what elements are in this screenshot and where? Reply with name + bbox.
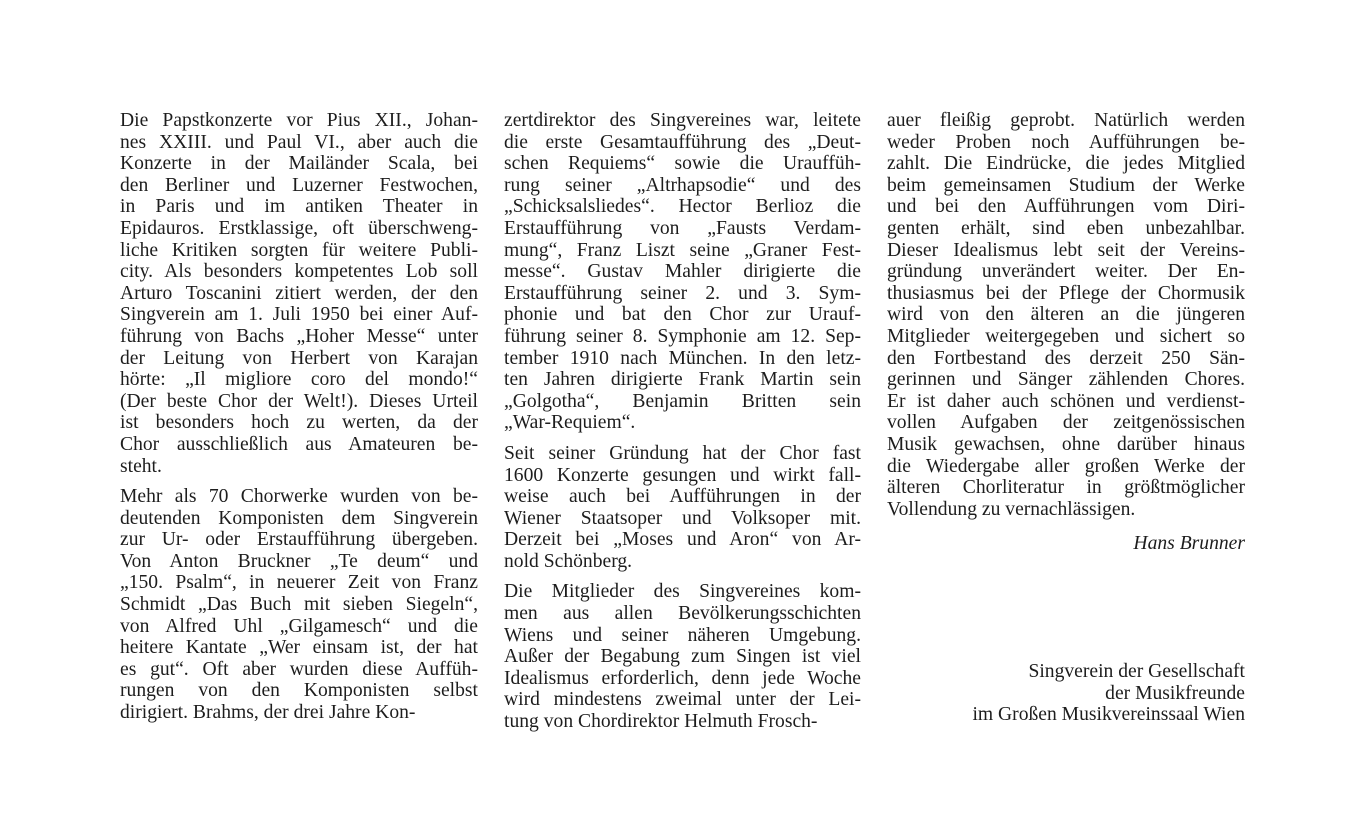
text-line: gründung unverändert weiter. Der En- <box>887 261 1245 283</box>
footer-line: Singverein der Gesellschaft <box>1028 661 1245 682</box>
text-line: Chor ausschließlich aus Amateuren be- <box>120 433 478 455</box>
text-line: (Der beste Chor der Welt!). Dieses Urteil <box>120 390 478 412</box>
footer-line: der Musikfreunde <box>1105 682 1245 704</box>
text-line: zertdirektor des Singvereines war, leitete <box>504 110 861 131</box>
text-line: genten erhält, sind eben unbezahlbar. <box>887 217 1245 239</box>
text-line: „War-Requiem“. <box>504 412 636 434</box>
text-line: Dieser Idealismus lebt seit der Vereins- <box>887 239 1245 261</box>
text-line: tember 1910 nach München. In den letz- <box>504 347 861 369</box>
text-line: Mitglieder weitergegeben und sichert so <box>887 325 1245 347</box>
text-line: Er ist daher auch schönen und verdienst- <box>887 390 1245 412</box>
paragraph <box>504 581 861 732</box>
text-column-3 <box>887 110 1245 529</box>
text-line: steht. <box>120 455 162 477</box>
paragraph <box>120 486 478 724</box>
text-line: Singverein am 1. Juli 1950 bei einer Auf- <box>120 304 478 326</box>
text-line: nold Schönberg. <box>504 550 633 572</box>
publisher-footer <box>887 661 1245 726</box>
text-line: wird von den älteren an die jüngeren <box>887 304 1245 326</box>
text-line: heitere Kantate „Wer einsam ist, der hat <box>120 637 478 659</box>
text-line: city. Als besonders kompetentes Lob soll <box>120 261 478 283</box>
text-line: hörte: „Il migliore coro del mondo!“ <box>120 369 478 391</box>
text-line: beim gemeinsamen Studium der Werke <box>887 174 1245 196</box>
text-line: liche Kritiken sorgten für weitere Publi- <box>120 239 478 261</box>
text-line: in Paris und im antiken Theater in <box>120 196 478 218</box>
text-line: rungen von den Komponisten selbst <box>120 680 478 702</box>
text-line: Von Anton Bruckner „Te deum“ und <box>120 550 478 572</box>
text-line: Mehr als 70 Chorwerke wurden von be- <box>120 486 478 508</box>
text-line: tung von Chordirektor Helmuth Frosch- <box>504 711 818 733</box>
text-line: Die Mitglieder des Singvereines kom- <box>504 581 861 603</box>
text-line: Musik gewachsen, ohne darüber hinaus <box>887 433 1245 455</box>
text-line: Derzeit bei „Moses und Aron“ von Ar- <box>504 529 861 551</box>
paragraph <box>504 110 861 434</box>
text-line: zahlt. Die Eindrücke, die jedes Mitglied <box>887 153 1245 175</box>
text-line: wird mindestens zweimal unter der Lei- <box>504 689 861 711</box>
text-line: ten Jahren dirigierte Frank Martin sein <box>504 369 861 391</box>
text-line: „Golgotha“, Benjamin Britten sein <box>504 390 861 412</box>
footer-line: im Großen Musikvereinssaal Wien <box>972 704 1245 726</box>
text-line: den Berliner und Luzerner Festwochen, <box>120 174 478 196</box>
paragraph <box>887 110 1245 520</box>
text-line: Wiener Staatsoper und Volksoper mit. <box>504 507 861 529</box>
text-line: Die Papstkonzerte vor Pius XII., Johan- <box>120 110 478 131</box>
text-line: der Leitung von Herbert von Karajan <box>120 347 478 369</box>
text-column-2 <box>504 110 861 742</box>
text-line: deutenden Komponisten dem Singverein <box>120 507 478 529</box>
text-line: men aus allen Bevölkerungsschichten <box>504 603 861 625</box>
text-line: thusiasmus bei der Pflege der Chormusik <box>887 282 1245 304</box>
text-line: ist besonders hoch zu werten, da der <box>120 412 478 434</box>
text-line: „Schicksalsliedes“. Hector Berlioz die <box>504 196 861 218</box>
text-line: auer fleißig geprobt. Natürlich werden <box>887 110 1245 131</box>
text-line: Arturo Toscanini zitiert werden, der den <box>120 282 478 304</box>
text-line: nes XXIII. und Paul VI., aber auch die <box>120 131 478 153</box>
text-line: Wiens und seiner näheren Umgebung. <box>504 624 861 646</box>
text-line: vollen Aufgaben der zeitgenössischen <box>887 412 1245 434</box>
text-line: weder Proben noch Aufführungen be- <box>887 131 1245 153</box>
author-signature: Hans Brunner <box>1133 533 1245 554</box>
text-line: älteren Chorliteratur in größtmöglicher <box>887 477 1245 499</box>
text-line: es gut“. Oft aber wurden diese Auffüh- <box>120 658 478 680</box>
text-line: Schmidt „Das Buch mit sieben Siegeln“, <box>120 594 478 616</box>
signature-block <box>887 529 1245 555</box>
text-column-1 <box>120 110 478 733</box>
text-line: führung von Bachs „Hoher Messe“ unter <box>120 325 478 347</box>
text-line: mung“, Franz Liszt seine „Graner Fest- <box>504 239 861 261</box>
text-line: die erste Gesamtaufführung des „Deut- <box>504 131 861 153</box>
text-line: Außer der Begabung zum Singen ist viel <box>504 646 861 668</box>
text-line: Seit seiner Gründung hat der Chor fast <box>504 442 861 464</box>
text-line: phonie und bat den Chor zur Urauf- <box>504 304 861 326</box>
text-line: zur Ur- oder Erstaufführung übergeben. <box>120 529 478 551</box>
text-line: gerinnen und Sänger zählenden Chores. <box>887 369 1245 391</box>
text-line: rung seiner „Altrhapsodie“ und des <box>504 174 861 196</box>
text-line: messe“. Gustav Mahler dirigierte die <box>504 261 861 283</box>
text-line: Epidauros. Erstklassige, oft überschweng- <box>120 217 478 239</box>
text-line: 1600 Konzerte gesungen und wirkt fall- <box>504 464 861 486</box>
paragraph <box>504 443 861 573</box>
text-line: Idealismus erforderlich, denn jede Woche <box>504 667 861 689</box>
text-line: von Alfred Uhl „Gilgamesch“ und die <box>120 615 478 637</box>
text-line: die Wiedergabe aller großen Werke der <box>887 455 1245 477</box>
text-line: Erstaufführung seiner 2. und 3. Sym- <box>504 282 861 304</box>
text-line: und bei den Aufführungen vom Diri- <box>887 196 1245 218</box>
text-line: schen Requiems“ sowie die Urauffüh- <box>504 153 861 175</box>
text-line: Vollendung zu vernachlässigen. <box>887 498 1136 520</box>
text-line: Konzerte in der Mailänder Scala, bei <box>120 153 478 175</box>
text-line: dirigiert. Brahms, der drei Jahre Kon- <box>120 702 416 724</box>
text-line: führung seiner 8. Symphonie am 12. Sep- <box>504 325 861 347</box>
text-line: weise auch bei Aufführungen in der <box>504 486 861 508</box>
text-line: Erstaufführung von „Fausts Verdam- <box>504 217 861 239</box>
paragraph <box>120 110 478 477</box>
text-line: den Fortbestand des derzeit 250 Sän- <box>887 347 1245 369</box>
text-line: „150. Psalm“, in neuerer Zeit von Franz <box>120 572 478 594</box>
